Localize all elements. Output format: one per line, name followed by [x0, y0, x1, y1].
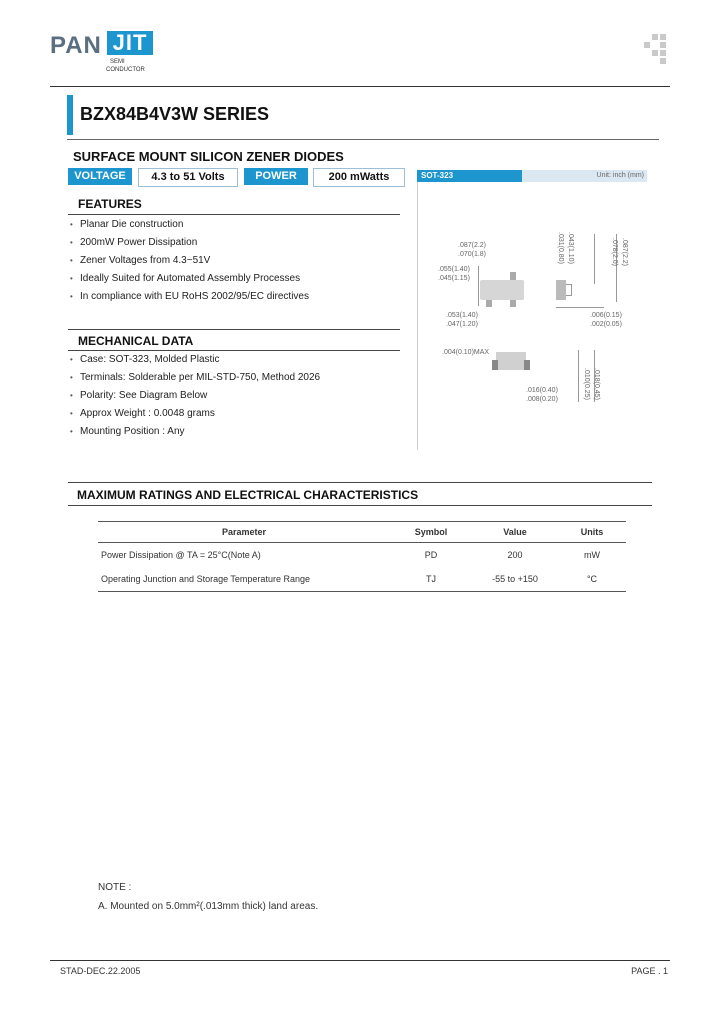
- header-rule: [50, 86, 670, 87]
- logo-sub-line1: SEMI: [110, 59, 125, 65]
- column-header: Parameter: [98, 522, 390, 543]
- title-rule: [67, 139, 659, 140]
- dimension-label: .006(0.15): [590, 312, 622, 319]
- list-item: • Polarity: See Diagram Below: [70, 387, 410, 405]
- features-list: [70, 216, 410, 306]
- dimension-label: .018(0.45): [593, 368, 600, 400]
- package-lead: [566, 284, 572, 296]
- list-item: • Mounting Position : Any: [70, 423, 410, 441]
- mechanical-list: [70, 351, 410, 441]
- table-cell: mW: [584, 550, 600, 560]
- package-lead: [486, 300, 492, 307]
- note-text: A. Mounted on 5.0mm²(.013mm thick) land areas.: [98, 901, 319, 912]
- footer-date: STAD-DEC.22.2005: [60, 966, 141, 976]
- page-title: BZX84B4V3W SERIES: [80, 104, 270, 124]
- package-name: SOT-323: [417, 170, 522, 182]
- dimension-label: .045(1.15): [438, 275, 470, 282]
- list-item: • 200mW Power Dissipation: [70, 234, 410, 252]
- table-cell: TJ: [426, 574, 436, 584]
- table-row: [98, 543, 626, 568]
- note-label: NOTE :: [98, 882, 132, 893]
- mechanical-heading: MECHANICAL DATA: [78, 334, 194, 348]
- list-item: • In compliance with EU RoHS 2002/95/EC directives: [70, 288, 410, 306]
- column-header: Symbol: [390, 522, 472, 543]
- ratings-heading: MAXIMUM RATINGS AND ELECTRICAL CHARACTERISTICS: [77, 488, 419, 502]
- list-item: • Approx Weight : 0.0048 grams: [70, 405, 410, 423]
- logo-sub-line2: CONDUCTOR: [106, 67, 145, 73]
- dimension-label: .053(1.40): [446, 312, 478, 319]
- dimension-label: .016(0.40): [526, 387, 558, 394]
- dimension-line: [478, 266, 479, 306]
- package-lead: [492, 360, 498, 370]
- dimension-label: .043(1.10): [567, 232, 574, 264]
- list-item: • Ideally Suited for Automated Assembly Processes: [70, 270, 410, 288]
- dimension-label: .055(1.40): [438, 266, 470, 273]
- corner-dots-icon: [640, 34, 670, 64]
- power-label: POWER: [244, 168, 308, 185]
- logo-pan: PAN: [50, 32, 102, 59]
- ratings-rule: [68, 505, 652, 506]
- logo-jit: JIT: [107, 31, 153, 55]
- table-cell: Power Dissipation @ TA = 25°C(Note A): [101, 550, 261, 560]
- dimension-label: .087(2.2): [458, 242, 487, 249]
- features-rule: [68, 214, 400, 215]
- dimension-label: .087(2.2): [621, 238, 628, 267]
- list-item: • Planar Die construction: [70, 216, 410, 234]
- list-item: • Case: SOT-323, Molded Plastic: [70, 351, 410, 369]
- column-header: Units: [558, 522, 626, 543]
- ratings-top-rule: [68, 482, 652, 483]
- voltage-value: 4.3 to 51 Volts: [138, 168, 238, 187]
- dimension-label: .004(0.10)MAX: [442, 349, 490, 356]
- subtitle: SURFACE MOUNT SILICON ZENER DIODES: [73, 149, 344, 164]
- table-row: [98, 567, 626, 592]
- power-value: 200 mWatts: [313, 168, 405, 187]
- footer-rule: [50, 960, 670, 961]
- package-header: [417, 170, 647, 182]
- dimension-label: .002(0.05): [590, 321, 622, 328]
- dimension-label: .010(0.25): [583, 368, 590, 400]
- logo-subtitle: [106, 58, 145, 74]
- column-header: Value: [472, 522, 558, 543]
- table-cell: PD: [424, 550, 438, 560]
- list-item: • Terminals: Solderable per MIL-STD-750, Method 2026: [70, 369, 410, 387]
- dimension-line: [556, 307, 604, 308]
- dimension-label: .008(0.20): [526, 396, 558, 403]
- dimension-label: .078(2.0): [611, 238, 618, 267]
- ratings-table: [98, 521, 626, 592]
- package-body-side-view: [556, 280, 566, 300]
- dimension-label: .047(1.20): [446, 321, 478, 328]
- table-cell: -55 to +150: [492, 574, 538, 584]
- list-item: • Zener Voltages from 4.3~51V: [70, 252, 410, 270]
- package-body-front-view: [496, 352, 526, 370]
- package-unit: Unit: inch (mm): [596, 172, 644, 179]
- dimension-label: .070(1.8): [458, 251, 487, 258]
- voltage-label: VOLTAGE: [68, 168, 132, 185]
- package-drawing: [418, 182, 648, 450]
- package-lead: [510, 272, 516, 280]
- table-cell: 200: [507, 550, 523, 560]
- features-heading: FEATURES: [78, 197, 142, 211]
- table-cell: Operating Junction and Storage Temperature Range: [101, 574, 310, 584]
- page-number: PAGE . 1: [631, 966, 668, 976]
- package-body-top-view: [480, 280, 524, 300]
- dimension-line: [594, 234, 595, 284]
- table-cell: °C: [586, 574, 598, 584]
- package-lead: [524, 360, 530, 370]
- package-lead: [510, 300, 516, 307]
- table-header-row: [98, 522, 626, 543]
- mechanical-top-rule: [68, 329, 400, 330]
- dimension-line: [578, 350, 579, 402]
- dimension-label: .031(0.80): [557, 232, 564, 264]
